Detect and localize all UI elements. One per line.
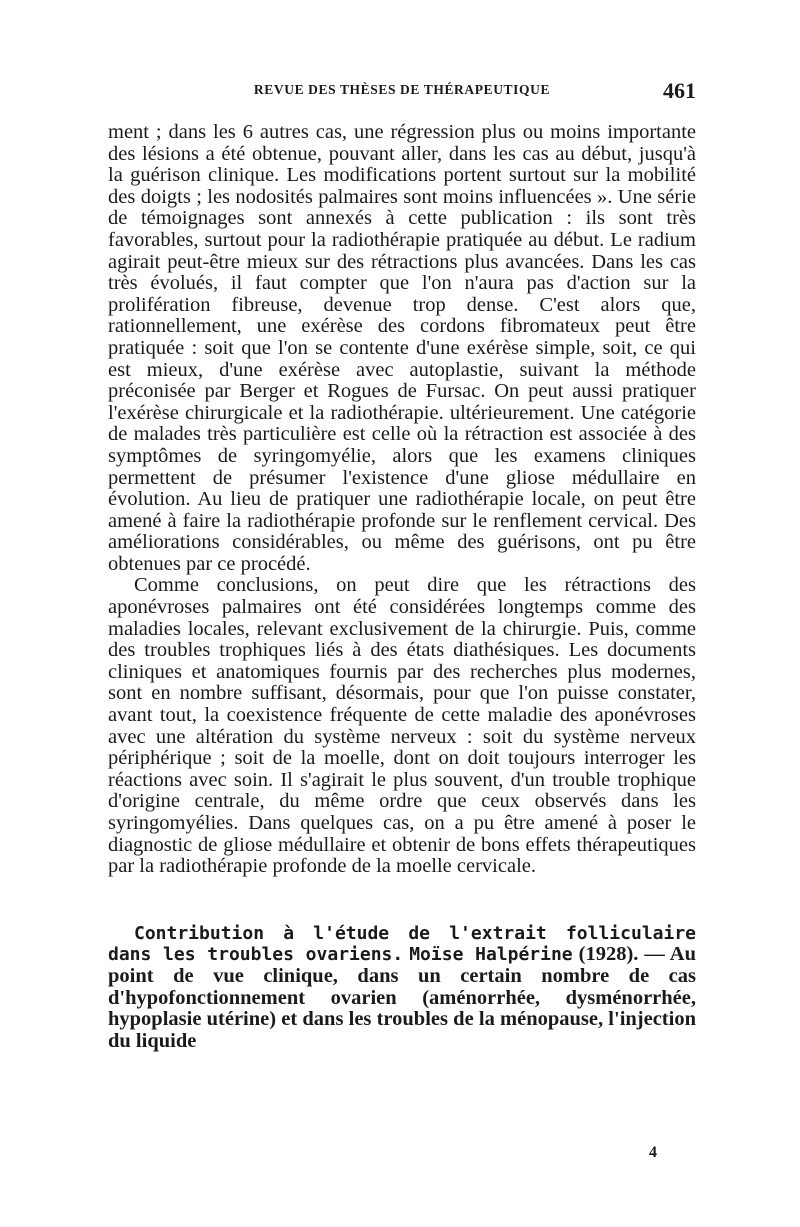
body-text bbox=[108, 122, 696, 1052]
signature-mark: 4 bbox=[649, 1144, 657, 1161]
paragraph-2: Comme conclusions, on peut dire que les rétractions des aponévroses palmaires ont été considérées longtemps comme des maladies locales, relevant exclusivement de la chirurgie. Puis, comme des troubles trophiques liés à des états diathésiques. Les documents cliniques et anatomiques fournis par des recherches plus modernes, sont en nombre suffisant, désormais, pour que l'on puisse constater, avant tout, la coexistence fréquente de cette maladie des aponévroses avec une altération du système nerveux : soit du système nerveux périphérique ; soit de la moelle, dont on doit toujours interroger les réactions avec soin. Il s'agirait le plus souvent, d'un trouble trophique d'origine centrale, du même ordre que ceux observés dans les syringomyélies. Dans quelques cas, on a pu être amené à poser le diagnostic de gliose médullaire et obtenir de bons effets thérapeutiques par la radiothérapie profonde de la moelle cervicale. bbox=[108, 574, 696, 878]
article-entry bbox=[108, 923, 696, 1053]
article-author: Moïse Halpérine bbox=[409, 944, 573, 966]
running-head bbox=[108, 78, 696, 104]
article-title: Contribution à l'étude de l'extrait folliculaire dans les troubles ovariens. bbox=[108, 922, 696, 966]
article-body: (1928). — Au point de vue clinique, dans un certain nombre de cas d'hypofonctionnement ovarien (aménorrhée, dysménorrhée, hypoplasie utérine) et dans les troubles de la ménopause, l'injection du liquide bbox=[108, 943, 696, 1052]
running-title: REVUE DES THÈSES DE THÉRAPEUTIQUE bbox=[253, 82, 551, 97]
page-number: 461 bbox=[663, 78, 696, 103]
paragraph-1: ment ; dans les 6 autres cas, une régression plus ou moins importante des lésions a été obtenue, pouvant aller, dans les cas au début, jusqu'à la guérison clinique. Les modifications portent surtout sur la mobilité des doigts ; les nodosités palmaires sont moins influencées ». Une série de témoignages sont annexés à cette publication : ils sont très favorables, surtout pour la radiothérapie pratiquée au début. Le radium agirait peut-être mieux sur des rétractions plus avancées. Dans les cas très évolués, il faut compter que l'on n'aura pas d'action sur la prolifération fibreuse, devenue trop dense. C'est alors que, rationnellement, une exérèse des cordons fibromateux peut être pratiquée : soit que l'on se contente d'une exérèse simple, soit, ce qui est mieux, d'une exérèse avec autoplastie, suivant la méthode préconisée par Berger et Rogues de Fursac. On peut aussi pratiquer l'exérèse chirurgicale et la radiothérapie. ultérieurement. Une catégorie de malades très particulière est celle où la rétraction est associée à des symptômes de syringomyélie, alors que les examens cliniques permettent de présumer l'existence d'une gliose médullaire en évolution. Au lieu de pratiquer une radiothérapie locale, on peut être amené à faire la radiothérapie profonde sur le renflement cervical. Des améliorations considérables, ou même des guérisons, ont pu être obtenues par ce procédé. bbox=[108, 121, 696, 575]
